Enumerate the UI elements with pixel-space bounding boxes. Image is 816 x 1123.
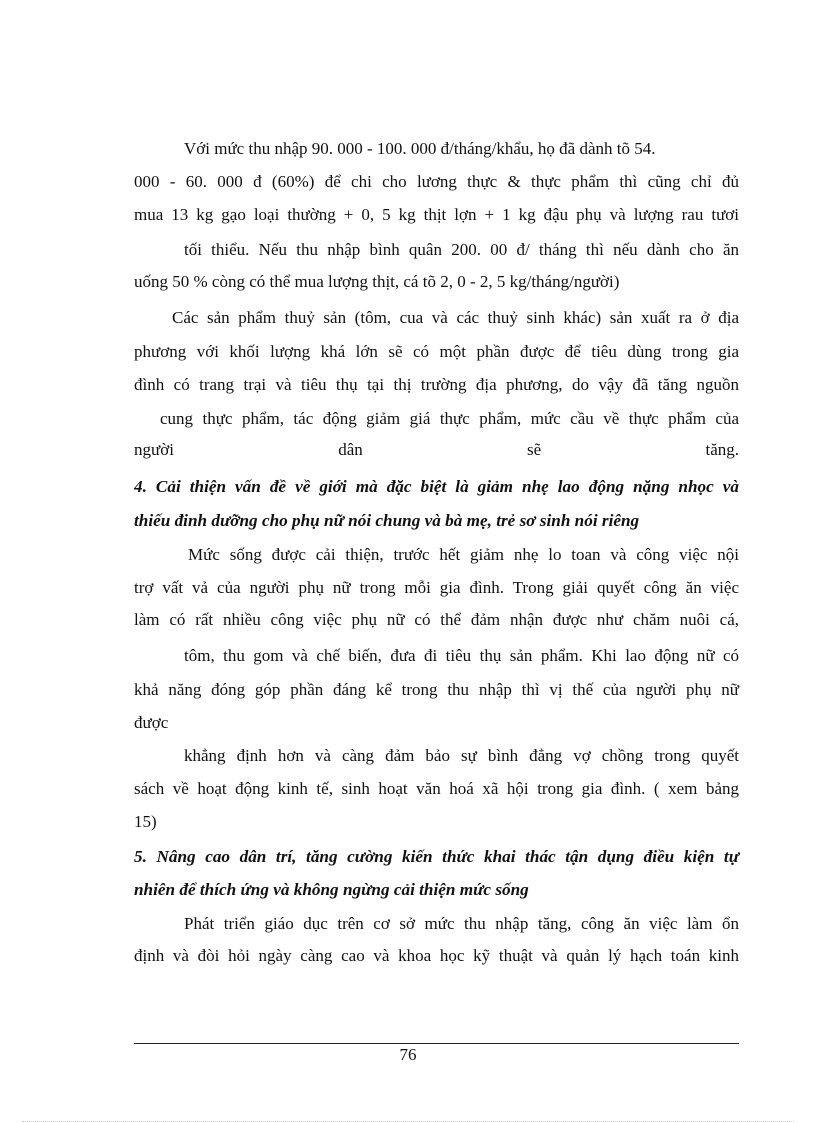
page-number: 76: [399, 1045, 417, 1064]
footer-rule: [134, 1043, 739, 1044]
body-line-8: đình có trang trại và tiêu thụ tại thị trường địa phương, do vậy đã tăng nguồn: [134, 375, 739, 394]
body-line-19: 15): [134, 812, 157, 831]
body-line-7: phương với khối lượng khá lớn sẽ có một phần được để tiêu dùng trong gia: [134, 342, 739, 361]
body-line-15: khả năng đóng góp phần đáng kể trong thu nhập thì vị thế của người phụ nữ: [134, 680, 739, 699]
body-line-3: mua 13 kg gạo loại thường + 0, 5 kg thịt lợn + 1 kg đậu phụ và lượng rau tươi: [134, 205, 739, 224]
body-line-21: định và đòi hỏi ngày càng cao và khoa học kỹ thuật và quản lý hạch toán kinh: [134, 946, 739, 965]
body-line-6: Các sản phẩm thuỷ sản (tôm, cua và các thuỷ sinh khác) sản xuất ra ở địa: [172, 308, 739, 327]
body-line-16: được: [134, 713, 169, 732]
body-line-1: Với mức thu nhập 90. 000 - 100. 000 đ/tháng/khẩu, họ đã dành tõ 54.: [184, 139, 656, 158]
section-5-heading-line-1: 5. Nâng cao dân trí, tăng cường kiến thức khai thác tận dụng điều kiện tự: [134, 847, 739, 866]
body-line-14: tôm, thu gom và chế biến, đưa đi tiêu thụ sản phẩm. Khi lao động nữ có: [184, 646, 739, 665]
body-line-4: tối thiểu. Nếu thu nhập bình quân 200. 00 đ/ tháng thì nếu dành cho ăn: [184, 240, 739, 259]
body-line-12: trợ vất vả của người phụ nữ trong mỗi gia đình. Trong giải quyết công ăn việc: [134, 578, 739, 597]
body-line-13: làm có rất nhiều công việc phụ nữ có thể đảm nhận được như chăm nuôi cá,: [134, 610, 739, 629]
body-line-20: Phát triển giáo dục trên cơ sở mức thu nhập tăng, công ăn việc làm ổn: [184, 914, 739, 933]
body-line-10: người dân sẽ tăng.: [134, 440, 739, 459]
section-4-heading-line-2: thiếu đinh dưỡng cho phụ nữ nói chung và bà mẹ, trẻ sơ sinh nói riêng: [134, 511, 640, 530]
body-line-18: sách về hoạt động kinh tế, sinh hoạt văn hoá xã hội trong gia đình. ( xem bảng: [134, 779, 739, 798]
body-line-11: Mức sống được cải thiện, trước hết giảm nhẹ lo toan và công việc nội: [188, 545, 739, 564]
body-line-5: uống 50 % còng có thể mua lượng thịt, cá tõ 2, 0 - 2, 5 kg/tháng/người): [134, 272, 620, 291]
section-5-heading-line-2: nhiên để thích ứng và không ngừng cải thiện mức sống: [134, 880, 529, 899]
body-line-2: 000 - 60. 000 đ (60%) để chi cho lương thực & thực phẩm thì cũng chỉ đủ: [134, 172, 739, 191]
page-bottom-dotted-edge: [22, 1121, 794, 1122]
body-line-17: khẳng định hơn và càng đảm bảo sự bình đẳng vợ chồng trong quyết: [184, 746, 739, 765]
section-4-heading-line-1: 4. Cải thiện vấn đề về giới mà đặc biệt là giảm nhẹ lao động nặng nhọc và: [134, 477, 739, 496]
body-line-9: cung thực phẩm, tác động giảm giá thực phẩm, mức cầu về thực phẩm của: [160, 409, 739, 428]
